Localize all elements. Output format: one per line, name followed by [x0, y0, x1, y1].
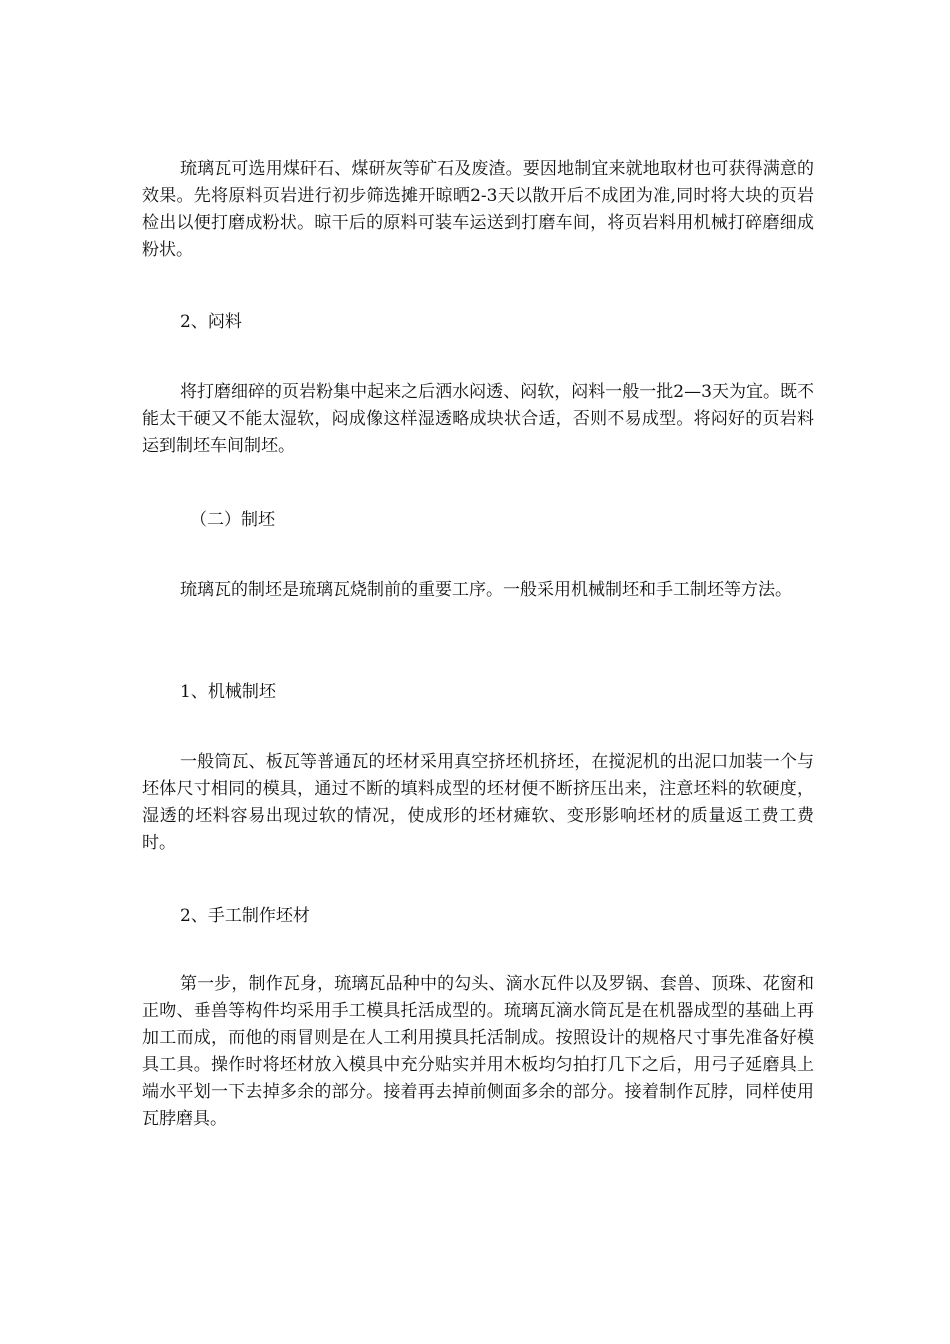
paragraph-blank-making-intro: 琉璃瓦的制坯是琉璃瓦烧制前的重要工序。一般采用机械制坯和手工制坯等方法。: [180, 580, 792, 600]
heading-section-blank-making: （二）制坯: [190, 510, 275, 530]
heading-machine-blank-making: 1、机械制坯: [180, 682, 276, 702]
heading-manual-blank-making: 2、手工制作坯材: [180, 906, 310, 926]
paragraph-stuffing-material: 将打磨细碎的页岩粉集中起来之后洒水闷透、闷软，闷料一般一批2—3天为宜。既不能太干硬又不能太湿软，闷成像这样湿透略成块状合适，否则不易成型。将闷好的页岩料运到制坯车间制坯。: [142, 382, 814, 456]
heading-stuffing-material: 2、闷料: [180, 312, 242, 332]
paragraph-machine-blank-making: 一般筒瓦、板瓦等普通瓦的坯材采用真空挤坯机挤坯，在搅泥机的出泥口加装一个与坯体尺寸相同的模具，通过不断的填料成型的坯材便不断挤压出来，注意坯料的软硬度，湿透的坯料容易出现过软的情况，使成形的坯材瘫软、变形影响坯材的质量返工费工费时。: [142, 752, 814, 853]
paragraph-manual-blank-making: 第一步，制作瓦身，琉璃瓦品种中的勾头、滴水瓦件以及罗锅、套兽、顶珠、花窗和正吻、垂兽等构件均采用手工模具托活成型的。琉璃瓦滴水筒瓦是在机器成型的基础上再加工而成，而他的雨冒则是在人工利用摸具托活制成。按照设计的规格尺寸事先准备好模具工具。操作时将坯材放入模具中充分贴实并用木板均匀拍打几下之后，用弓子延磨具上端水平划一下去掉多余的部分。接着再去掉前侧面多余的部分。接着制作瓦脖，同样使用瓦脖磨具。: [142, 974, 814, 1129]
paragraph-raw-material: 琉璃瓦可选用煤矸石、煤研灰等矿石及废渣。要因地制宜来就地取材也可获得满意的效果。先将原料页岩进行初步筛选摊开晾晒2-3天以散开后不成团为准,同时将大块的页岩检出以便打磨成粉状。晾干后的原料可装车运送到打磨车间，将页岩料用机械打碎磨细成粉状。: [142, 159, 814, 260]
